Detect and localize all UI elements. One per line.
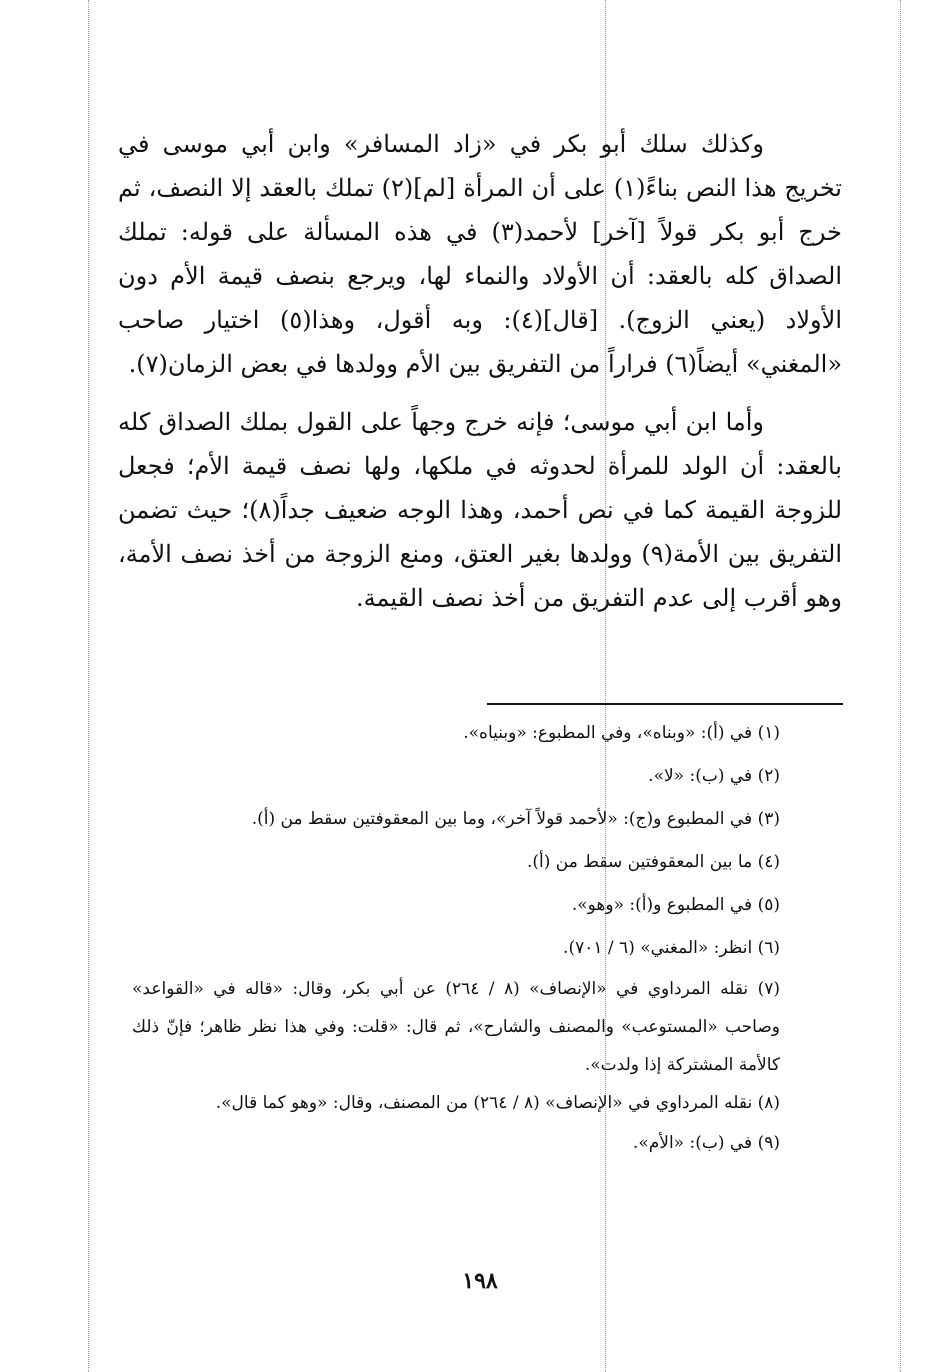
footnote-5: (٥) في المطبوع و(أ): «وهو». — [571, 895, 780, 915]
paragraph-1: وكذلك سلك أبو بكر في «زاد المسافر» وابن أبي موسى في تخريج هذا النص بناءً(١) على أن المرأة [لم](٢) تملك بالعقد إلا النصف، ثم خرج أبو بكر قولاً [آخر] لأحمد(٣) في هذه المسألة على قوله: تملك الصداق كله بالعقد: أن الأولاد والنماء لها، ويرجع بنصف قيمة الأم دون الأولاد (يعني الزوج). [قال](٤): وبه أقول، وهذا(٥) اختيار صاحب «المغني» أيضاً(٦) فراراً من التفريق بين الأم وولدها في بعض الزمان(٧). — [118, 130, 842, 378]
paragraph-2: وأما ابن أبي موسى؛ فإنه خرج وجهاً على القول بملك الصداق كله بالعقد: أن الولد للمرأة لحدوثه في ملكها، ولها نصف قيمة الأم؛ فجعل للزوجة القيمة كما في نص أحمد، وهذا الوجه ضعيف جداً(٨)؛ حيث تضمن التفريق بين الأمة(٩) وولدها بغير العتق، ومنع الزوجة من أخذ نصف الأمة، وهو أقرب إلى عدم التفريق من أخذ نصف القيمة. — [118, 408, 843, 612]
footnote-6: (٦) انظر: «المغني» (٦ / ٧٠١). — [563, 938, 780, 958]
footnote-separator — [487, 703, 843, 705]
margin-guide-right — [900, 0, 901, 1372]
margin-guide-left — [88, 0, 89, 1372]
footnote-3: (٣) في المطبوع و(ج): «لأحمد قولاً آخر»، وما بين المعقوفتين سقط من (أ). — [251, 809, 780, 829]
page-number: ١٩٨ — [462, 1268, 498, 1294]
footnote-2: (٢) في (ب): «لا». — [648, 766, 780, 786]
footnote-9: (٩) في (ب): «الأم». — [632, 1133, 780, 1153]
footnote-8: (٨) نقله المرداوي في «الإنصاف» (٨ / ٢٦٤) من المصنف، وقال: «وهو كما قال». — [215, 1093, 780, 1113]
footnote-7: (٧) نقله المرداوي في «الإنصاف» (٨ / ٢٦٤) عن أبي بكر، وقال: «قاله في «القواعد» وصاحب «المستوعب» والمصنف والشارح»، ثم قال: «قلت: وفي هذا نظر ظاهر؛ فإنّ ذلك كالأمة المشتركة إذا ولدت». — [132, 979, 780, 1075]
main-text-block — [118, 122, 842, 620]
footnote-4: (٤) ما بين المعقوفتين سقط من (أ). — [527, 852, 780, 872]
footnote-1: (١) في (أ): «وبناه»، وفي المطبوع: «وبنياه». — [463, 723, 780, 743]
footnotes-block — [132, 712, 842, 1165]
